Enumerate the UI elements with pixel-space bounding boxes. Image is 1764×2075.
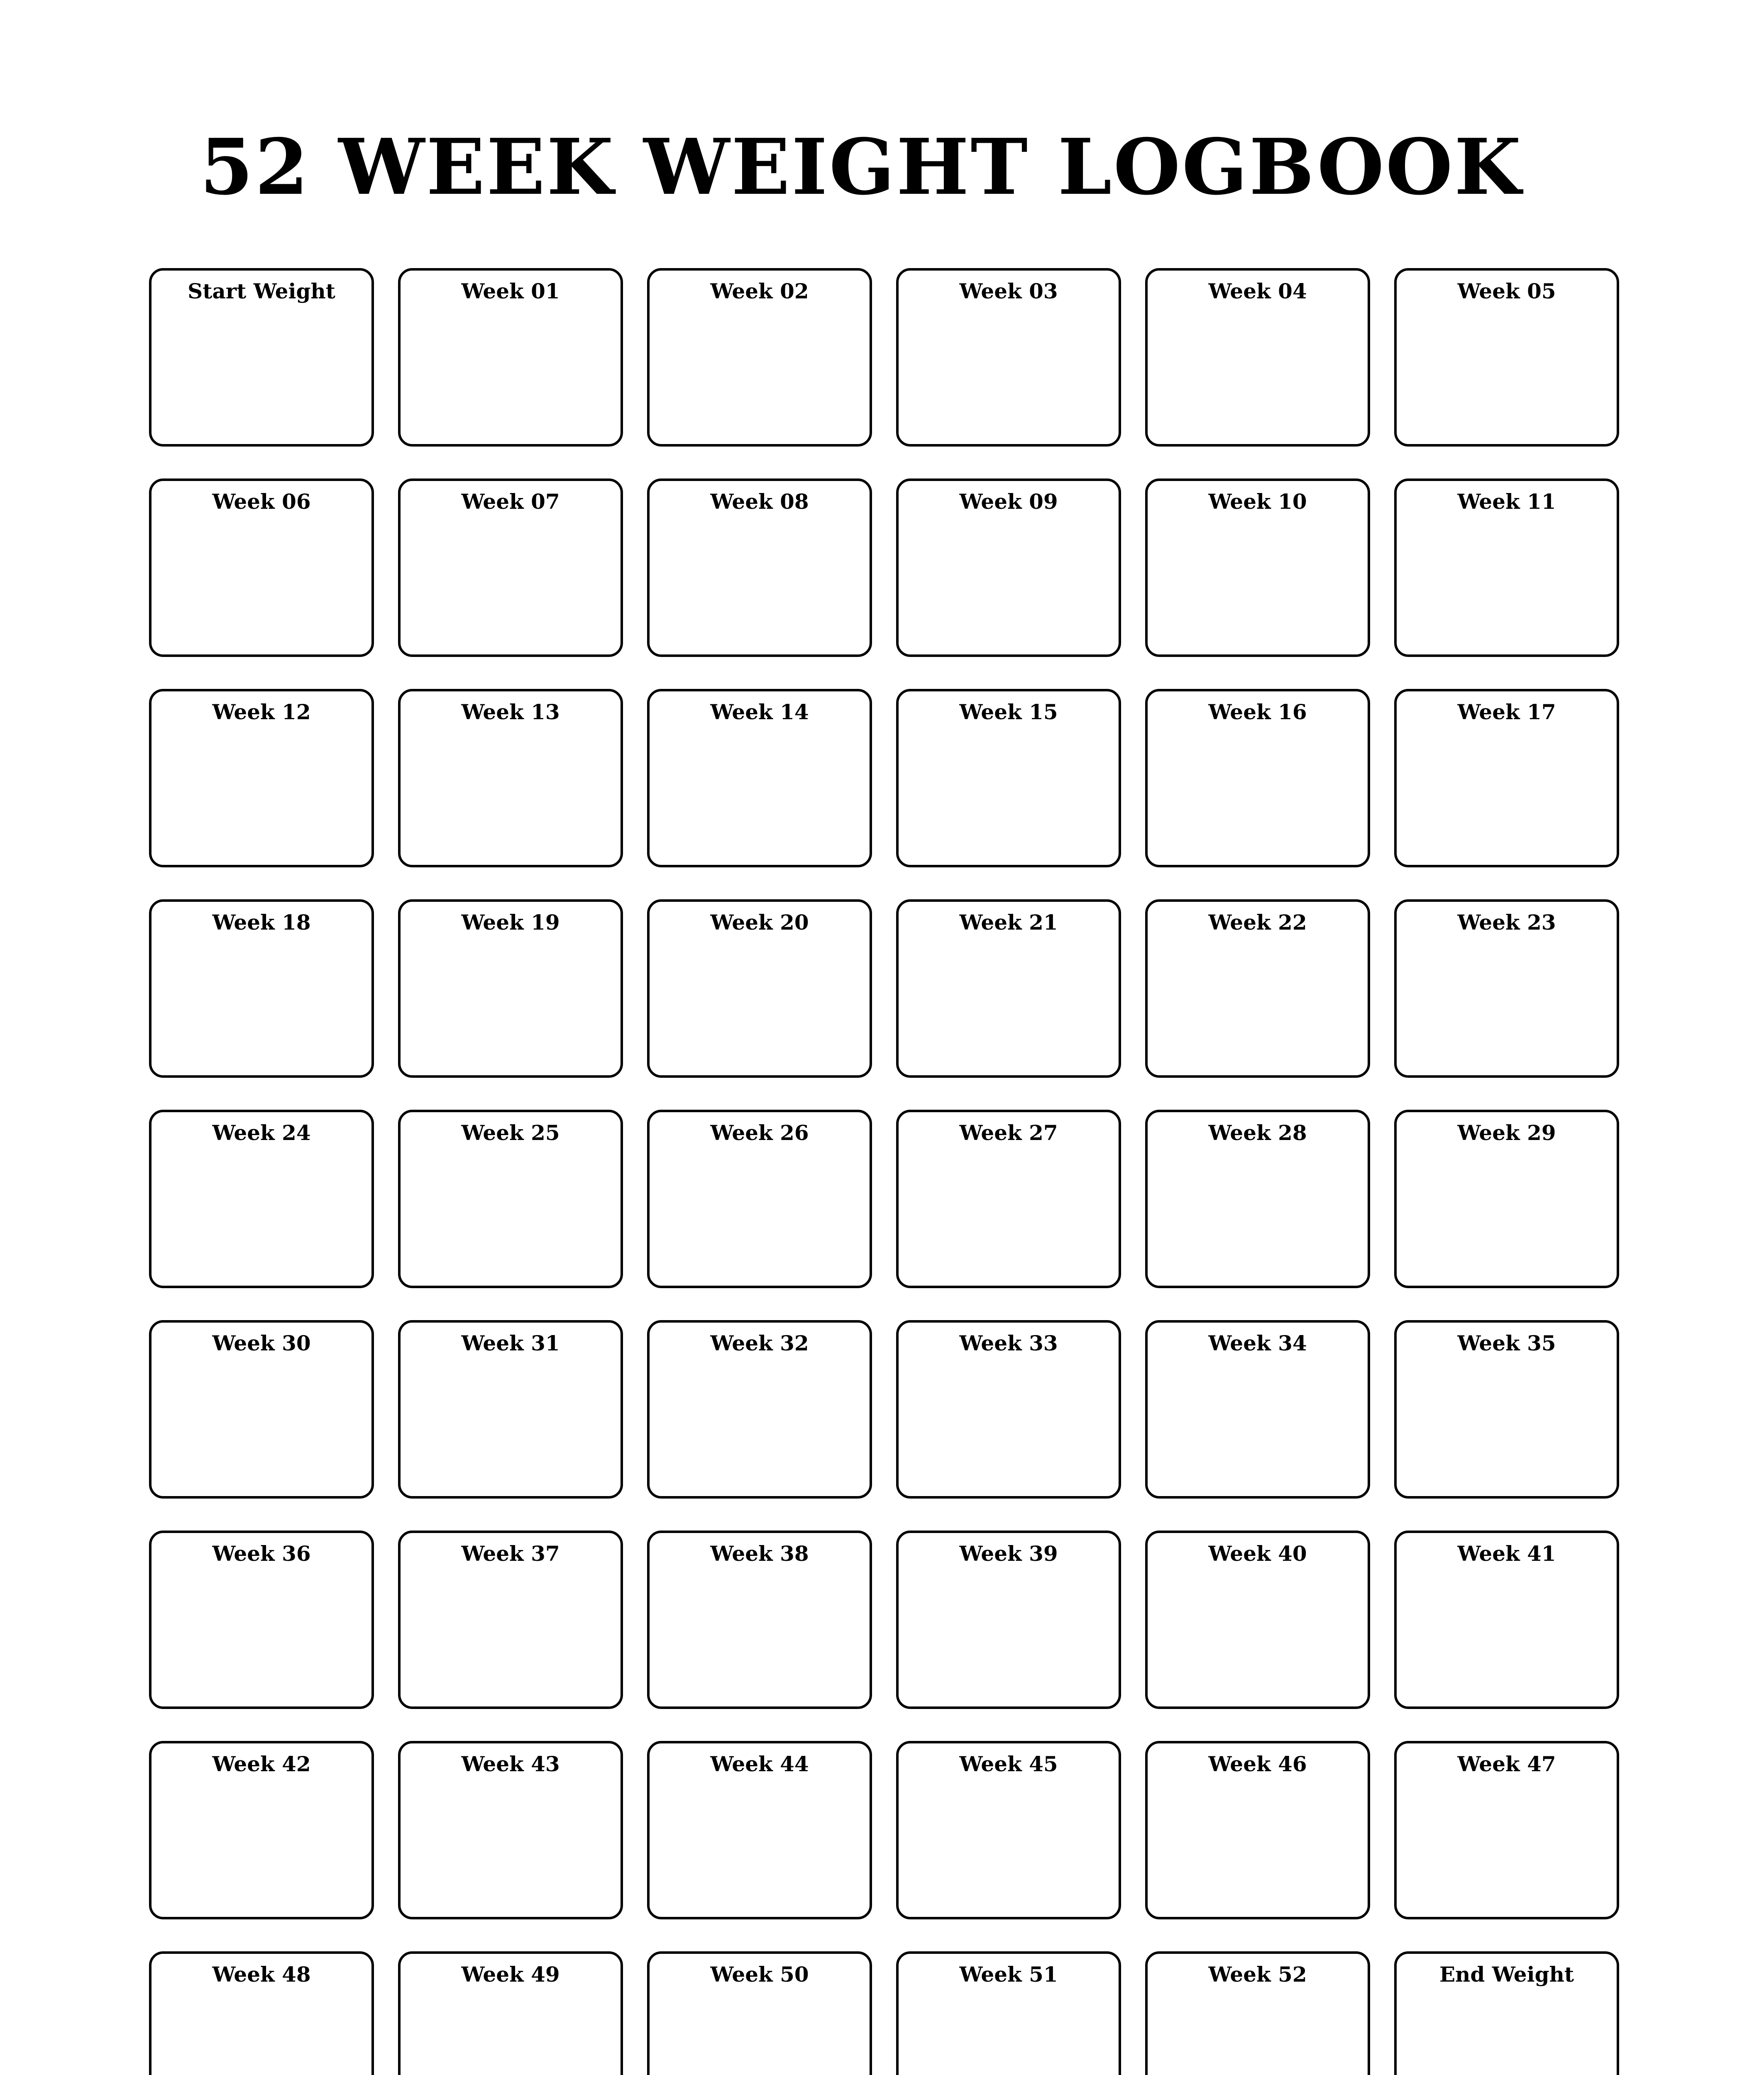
weight-entry-box[interactable] <box>896 268 1121 447</box>
weight-entry-box[interactable] <box>398 1951 623 2075</box>
weight-entry-label: Week 03 <box>959 279 1058 303</box>
weight-entry-label: Week 27 <box>959 1120 1058 1145</box>
weight-entry-box[interactable] <box>1145 268 1370 447</box>
weight-entry-box[interactable] <box>1394 268 1619 447</box>
weight-entry-box[interactable] <box>896 1320 1121 1499</box>
weight-entry-box[interactable] <box>149 689 374 867</box>
weight-entry-box[interactable] <box>398 268 623 447</box>
weight-entry-box[interactable] <box>1394 899 1619 1078</box>
weight-entry-box[interactable] <box>647 268 872 447</box>
weight-entry-label: Week 22 <box>1208 910 1307 935</box>
weight-entry-box[interactable] <box>1145 1951 1370 2075</box>
weight-log-grid <box>149 268 1619 2075</box>
weight-entry-box[interactable] <box>896 1741 1121 1919</box>
weight-entry-label: Week 50 <box>710 1962 809 1987</box>
weight-entry-box[interactable] <box>1394 1320 1619 1499</box>
weight-entry-box[interactable] <box>1394 478 1619 657</box>
weight-entry-box[interactable] <box>647 1110 872 1288</box>
weight-entry-label: Week 16 <box>1208 700 1307 724</box>
weight-entry-box[interactable] <box>1145 689 1370 867</box>
weight-entry-label: Week 28 <box>1208 1120 1307 1145</box>
weight-entry-box[interactable] <box>896 1531 1121 1709</box>
weight-entry-box[interactable] <box>149 478 374 657</box>
weight-entry-box[interactable] <box>149 268 374 447</box>
weight-entry-label: Week 38 <box>710 1541 809 1566</box>
weight-entry-label: Week 41 <box>1457 1541 1556 1566</box>
weight-entry-box[interactable] <box>1394 1741 1619 1919</box>
weight-entry-label: Week 21 <box>959 910 1058 935</box>
weight-entry-label: Week 05 <box>1457 279 1556 303</box>
weight-entry-label: Week 25 <box>461 1120 560 1145</box>
weight-entry-label: Week 06 <box>212 489 311 514</box>
weight-entry-box[interactable] <box>647 478 872 657</box>
weight-entry-label: Week 04 <box>1208 279 1307 303</box>
weight-entry-box[interactable] <box>1145 899 1370 1078</box>
weight-entry-label: Week 17 <box>1457 700 1556 724</box>
weight-entry-label: Week 45 <box>959 1752 1058 1776</box>
weight-entry-label: Week 46 <box>1208 1752 1307 1776</box>
weight-entry-label: Week 01 <box>461 279 560 303</box>
weight-entry-box[interactable] <box>149 1951 374 2075</box>
weight-entry-label: End Weight <box>1439 1962 1574 1987</box>
weight-entry-label: Week 47 <box>1457 1752 1556 1776</box>
weight-entry-label: Week 26 <box>710 1120 809 1145</box>
weight-entry-label: Week 02 <box>710 279 809 303</box>
weight-entry-label: Week 48 <box>212 1962 311 1987</box>
weight-entry-box[interactable] <box>647 1951 872 2075</box>
weight-entry-box[interactable] <box>149 1110 374 1288</box>
weight-entry-label: Week 23 <box>1457 910 1556 935</box>
weight-entry-label: Week 14 <box>710 700 809 724</box>
weight-entry-label: Week 49 <box>461 1962 560 1987</box>
weight-entry-box[interactable] <box>149 1320 374 1499</box>
weight-entry-box[interactable] <box>896 899 1121 1078</box>
weight-entry-box[interactable] <box>398 689 623 867</box>
weight-entry-label: Week 40 <box>1208 1541 1307 1566</box>
weight-entry-box[interactable] <box>647 899 872 1078</box>
weight-entry-label: Week 20 <box>710 910 809 935</box>
weight-entry-label: Week 30 <box>212 1331 311 1355</box>
weight-entry-box[interactable] <box>1145 1741 1370 1919</box>
weight-entry-label: Week 18 <box>212 910 311 935</box>
weight-entry-box[interactable] <box>1145 1531 1370 1709</box>
weight-entry-box[interactable] <box>896 689 1121 867</box>
weight-entry-box[interactable] <box>149 899 374 1078</box>
weight-entry-label: Week 44 <box>710 1752 809 1776</box>
weight-entry-box[interactable] <box>896 1110 1121 1288</box>
weight-entry-label: Week 11 <box>1457 489 1556 514</box>
weight-entry-label: Week 15 <box>959 700 1058 724</box>
weight-entry-label: Week 07 <box>461 489 560 514</box>
weight-entry-label: Week 36 <box>212 1541 311 1566</box>
weight-entry-box[interactable] <box>1394 1531 1619 1709</box>
weight-entry-label: Week 51 <box>959 1962 1058 1987</box>
weight-entry-box[interactable] <box>1394 1110 1619 1288</box>
weight-entry-box[interactable] <box>149 1531 374 1709</box>
weight-entry-label: Week 37 <box>461 1541 560 1566</box>
weight-entry-label: Week 32 <box>710 1331 809 1355</box>
weight-entry-label: Week 34 <box>1208 1331 1307 1355</box>
weight-entry-box[interactable] <box>1145 1110 1370 1288</box>
weight-entry-label: Week 29 <box>1457 1120 1556 1145</box>
weight-entry-label: Week 24 <box>212 1120 311 1145</box>
weight-entry-label: Week 35 <box>1457 1331 1556 1355</box>
weight-entry-box[interactable] <box>1394 689 1619 867</box>
weight-entry-box[interactable] <box>1394 1951 1619 2075</box>
weight-entry-box[interactable] <box>398 899 623 1078</box>
weight-entry-box[interactable] <box>647 689 872 867</box>
weight-entry-label: Week 12 <box>212 700 311 724</box>
weight-entry-label: Week 08 <box>710 489 809 514</box>
weight-entry-label: Week 39 <box>959 1541 1058 1566</box>
weight-entry-label: Week 09 <box>959 489 1058 514</box>
weight-entry-box[interactable] <box>398 1741 623 1919</box>
weight-entry-box[interactable] <box>896 1951 1121 2075</box>
weight-entry-label: Week 42 <box>212 1752 311 1776</box>
weight-entry-box[interactable] <box>647 1320 872 1499</box>
weight-entry-box[interactable] <box>398 478 623 657</box>
weight-entry-label: Start Weight <box>188 279 335 303</box>
weight-entry-label: Week 52 <box>1208 1962 1307 1987</box>
weight-entry-label: Week 10 <box>1208 489 1307 514</box>
weight-entry-box[interactable] <box>896 478 1121 657</box>
weight-entry-label: Week 43 <box>461 1752 560 1776</box>
weight-entry-label: Week 31 <box>461 1331 560 1355</box>
weight-entry-box[interactable] <box>1145 478 1370 657</box>
weight-entry-box[interactable] <box>398 1320 623 1499</box>
weight-entry-label: Week 13 <box>461 700 560 724</box>
page-title: 52 WEEK WEIGHT LOGBOOK <box>200 122 1523 212</box>
weight-entry-box[interactable] <box>1145 1320 1370 1499</box>
weight-entry-box[interactable] <box>647 1531 872 1709</box>
weight-entry-box[interactable] <box>149 1741 374 1919</box>
weight-entry-label: Week 19 <box>461 910 560 935</box>
weight-entry-label: Week 33 <box>959 1331 1058 1355</box>
weight-entry-box[interactable] <box>647 1741 872 1919</box>
weight-entry-box[interactable] <box>398 1110 623 1288</box>
weight-entry-box[interactable] <box>398 1531 623 1709</box>
